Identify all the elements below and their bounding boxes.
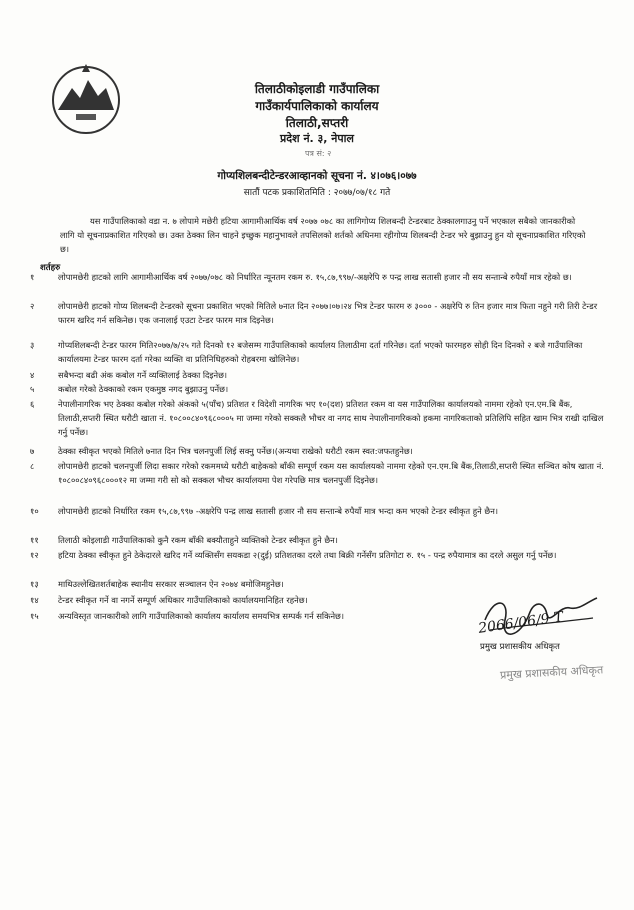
province-line: प्रदेश नं. ३, नेपाल	[280, 132, 354, 145]
official-seal: प्रमुख प्रशासकीय अधिकृत	[499, 663, 604, 682]
item-text: तिलाठी कोइलाडी गाउँपालिकाको कुनै रकम बाँकी बक्यौताहुने व्यक्तिको टेन्डर स्वीकृत हुने छैन।	[58, 535, 338, 545]
item-number: २	[30, 301, 35, 311]
item-number: ८	[30, 461, 35, 471]
item-number: ६	[30, 399, 35, 409]
intro-paragraph: यस गाउँपालिकाको वडा न. ७ लोपामे मछेरी हटिया आगामीआर्थिक वर्ष २०७७ ०७८ का लागिगोप्य शिलबन्दी टेन्डरबाट ठेक्कालगाउनु पर्ने भएकाल सबैको जानकारीको लागि यो सूचनाप्रकाशित गरिएको छ। उक्त ठेक्का लिन चाहने इच्छुक महानुभावले तपसिलको शर्तको अधिनमा रहीगोप्य शिलबन्दी टेन्डर भरे बुझाउनु हुन यो सूचनाप्रकाशित गरिएको छ।	[60, 216, 586, 254]
item-text: लोपामछेरी हाटको निर्धारित रकम १५,८७,९९७ -अक्षरेपि पन्द्र लाख सतासी हजार नौ सय सन्तान्बे रुपैयाँ मात्र भन्दा कम भएको टेन्डर स्वीकृत हुने छैन।	[58, 506, 498, 516]
item-number: ३	[30, 340, 35, 350]
item-number: १५	[30, 611, 39, 621]
item-number: १०	[30, 506, 39, 516]
office-name: गाउँकार्यपालिकाको कार्यालय	[255, 99, 379, 113]
item-text: अन्यविस्तृत जानकारीको लागि गाउँपालिकाको कार्यालय कार्यालय समयभित्र सम्पर्क गर्न सकिनेछ।	[58, 611, 345, 621]
terms-heading: शर्तहरु	[40, 263, 61, 273]
item-text: लोपामछेरी हाटको लागि आगामीआर्थिक वर्ष २०७७/०७८ को निर्धारित न्यूनतम रकम रु. १५,८७,९९७/-अक्षरेपि रु पन्द्र लाख सतासी हजार नौ सय सन्तान्बे रुपैयाँ मात्र रहेको छ।	[58, 272, 572, 282]
item-number: १	[30, 272, 35, 282]
item-number: ७	[30, 446, 35, 456]
municipality-name: तिलाठीकोइलाडी गाउँपालिका	[254, 82, 380, 96]
signature-date: 2066/06/9 T	[477, 609, 565, 637]
office-location: तिलाठी,सप्तरी	[285, 116, 349, 130]
item-number: १३	[30, 579, 39, 589]
item-text: सबैभन्दा बढी अंक कबोल गर्ने व्यक्तिलाई ठेक्का दिइनेछ।	[58, 370, 228, 380]
item-text: नेपालीनागरिक भए ठेक्का कबोल गरेको अंकको ५(पाँच) प्रतिशत र विदेशी नागरिक भए १०(दश) प्रतिशत रकम वा यस गाउँपालिका कार्यालयको नाममा रहेको एन.एम.बि बैंक, तिलाठी,सप्तरी स्थित धरौटी खाता नं. १०८००८४०९६८०००५ मा जम्मा गरेको सक्कलै भौचर वा नगद साथ नेपालीनागरिकको हकमा नागरिकताको प्रतिलिपि सहित खाम भित्र राखी दाखिल गर्नु पर्नेछ।	[58, 399, 604, 437]
item-text: ठेक्का स्वीकृत भएको मितिले ७नात दिन भित्र चलनपुर्जी लिई सक्नु पर्नेछ।(अन्यथा राखेको धरौटी रकम स्वत:जफतहुनेछ।	[58, 446, 413, 456]
item-text: टेन्डर स्वीकृत गर्ने वा नगर्ने सम्पूर्ण अधिकार गाउँपालिकाको कार्यालयमानिहित रहनेछ।	[58, 595, 308, 605]
signatory-title: प्रमुख प्रशासकीय अधिकृत	[480, 642, 560, 652]
item-text: गोप्यशिलबन्दी टेन्डर फारम मिति२०७७/७/२५ गते दिनको १२ बजेसम्म गाउँपालिकाको कार्यालय तिलाठीमा दर्ता गरिनेछ। दर्ता भएको फारमहरु सोही दिन दिनको २ बजे गाउँपालिका कार्यालयमा टेन्डर फारम दर्ता गरेका व्यक्ति वा प्रतिनिधिहरुको रोहबरमा खोलिनेछ।	[58, 340, 583, 364]
item-number: १२	[30, 550, 39, 560]
item-text: लोपामछेरी हाटको चलनपुर्जी लिदा सकार गरेको रकममध्ये धरौटी बाहेकको बाँकी सम्पूर्ण रकम यस कार्यालयको नाममा रहेको एन.एम.बि बैंक,तिलाठी,सप्तरी स्थित सञ्चित कोष खाता नं. १०८००८४०९६८०००१२ मा जम्मा गरी सो को सक्कल भौचर कार्यालयमा पेश गरेपछि मात्र चलनपुर्जी दिइनेछ।	[58, 461, 604, 485]
item-text: हटिया ठेक्का स्वीकृत हुने ठेकेदारले खरिद गर्ने व्यक्तिसँग सयकडा २(दुई) प्रतिशतका दरले तथा बिक्री गर्नेसँग प्रतिगोटा रु. १५ - पन्द्र रुपैयामात्र का दरले असुल गर्नु पर्नेछ।	[58, 550, 557, 560]
item-text: लोपामछेरी हाटको गोप्य शिलबन्दी टेन्डरको सूचना प्रकाशित भएको मितिले ७नात दिन २०७७।०७।२४ भित्र टेन्डर फारम रु ३००० - अक्षरेपि रु तिन हजार मात्र फिता नहुने गरी तिरी टेन्डर फारम खरिद गर्न सकिनेछ। एक जनालाई एउटा टेन्डर फारम मात्र दिइनेछ।	[58, 301, 598, 325]
item-number: ११	[30, 535, 39, 545]
notice-title: गोप्यशिलबन्दीटेन्डरआव्हानको सूचना नं. ४।०७६।०७७	[217, 170, 417, 182]
item-number: ५	[30, 384, 35, 394]
item-text: कबोल गरेको ठेक्काको रकम एकमुष्ठ नगद बुझाउनु पर्नेछ।	[58, 384, 229, 394]
item-text: माथिउल्लेखितशर्तबाहेक स्थानीय सरकार सञ्चालन ऐन २०७४ बमोजिमहुनेछ।	[58, 579, 284, 589]
publish-date: सातौं पटक प्रकाशितमिति : २०७७/०७/१८ गते	[243, 188, 391, 198]
reference-stamp: पत्र सं: २	[305, 149, 332, 158]
item-number: १४	[30, 595, 39, 605]
item-number: ४	[30, 370, 35, 380]
